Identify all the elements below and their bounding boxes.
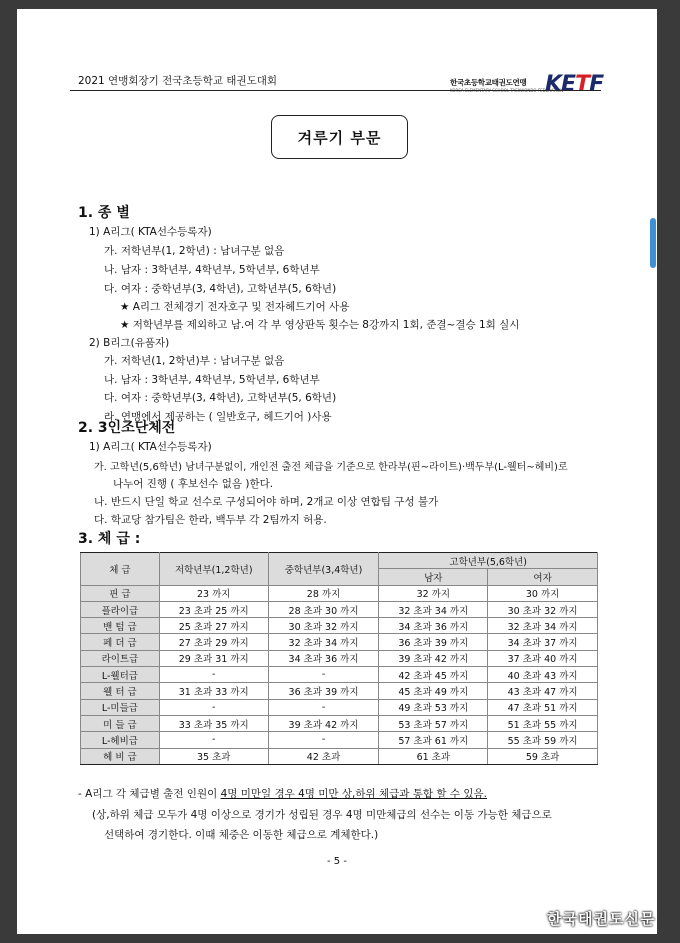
table-row — [81, 618, 598, 634]
table-cell: 51 초과 55 까지 — [488, 715, 598, 731]
table-cell: - — [159, 667, 268, 683]
header-low-grade: 저학년부(1,2학년) — [159, 553, 268, 586]
table-cell: 23 초과 25 까지 — [159, 601, 268, 617]
org-name: 한국초등학교태권도연맹 — [450, 78, 527, 87]
section-2-heading: 2. 3인조단체전 — [78, 420, 176, 436]
note-detail-2: 선택하여 경기한다. 이때 체중은 이동한 체급으로 계체한다.) — [104, 829, 379, 841]
table-cell: 플라이급 — [81, 601, 160, 617]
list-item: 다. 여자 : 중학년부(3, 4학년), 고학년부(5, 6학년) — [104, 392, 337, 404]
ketf-logo: KETF — [545, 72, 604, 97]
section-3-heading: 3. 체 급 : — [78, 531, 141, 547]
table-cell: 34 초과 36 까지 — [379, 618, 488, 634]
a-league-label: 1) A리그( KTA선수등록자) — [89, 226, 212, 238]
table-cell: 43 초과 47 까지 — [488, 683, 598, 699]
team-league-label: 1) A리그( KTA선수등록자) — [89, 441, 212, 453]
table-cell: 42 초과 — [268, 748, 379, 764]
list-item: 라. 연맹에서 제공하는 ( 일반호구, 헤드기어 )사용 — [104, 411, 332, 423]
table-cell: 32 까지 — [379, 585, 488, 601]
table-row — [81, 585, 598, 601]
header-male: 남자 — [379, 569, 488, 585]
table-cell: 37 초과 40 까지 — [488, 650, 598, 666]
table-cell: 30 초과 32 까지 — [268, 618, 379, 634]
table-cell: 47 초과 51 까지 — [488, 699, 598, 715]
table-cell: 28 초과 30 까지 — [268, 601, 379, 617]
table-cell: 39 초과 42 까지 — [379, 650, 488, 666]
table-cell: 49 초과 53 까지 — [379, 699, 488, 715]
org-name-english: KOREA ELEMENTARY SCHOOL TAEKWONDO FEDERATION — [450, 88, 564, 93]
table-cell: 라이트급 — [81, 650, 160, 666]
page-number: - 5 - — [327, 856, 347, 867]
table-row — [81, 667, 598, 683]
table-row — [81, 634, 598, 650]
table-cell: 23 까지 — [159, 585, 268, 601]
weight-class-table — [80, 552, 598, 765]
list-item: 가. 저학년(1, 2학년)부 : 남녀구분 없음 — [104, 355, 285, 367]
list-item: 나누어 진행 ( 후보선수 없음 )한다. — [113, 478, 274, 490]
section-1-heading: 1. 종 별 — [78, 205, 130, 221]
table-cell: 30 초과 32 까지 — [488, 601, 598, 617]
table-cell: 42 초과 45 까지 — [379, 667, 488, 683]
table-cell: 59 초과 — [488, 748, 598, 764]
table-row — [81, 699, 598, 715]
table-cell: 30 까지 — [488, 585, 598, 601]
table-cell: 27 초과 29 까지 — [159, 634, 268, 650]
table-cell: 57 초과 61 까지 — [379, 732, 488, 748]
list-item: 다. 여자 : 중학년부(3, 4학년), 고학년부(5, 6학년) — [104, 283, 337, 295]
star-note: ★ 저학년부를 제외하고 남.여 각 부 영상판독 횟수는 8강까지 1회, 준결~결승 1회 실시 — [120, 319, 520, 331]
watermark: 한국태권도신문 — [547, 910, 656, 928]
list-item: 가. 고학년(5,6학년) 남녀구분없이, 개인전 출전 체급을 기준으로 한라부(핀~라이트)·백두부(L-웰터~헤비)로 — [94, 462, 568, 473]
table-cell: 밴 텀 급 — [81, 618, 160, 634]
table-cell: 34 초과 36 까지 — [268, 650, 379, 666]
table-row — [81, 650, 598, 666]
table-cell: 55 초과 59 까지 — [488, 732, 598, 748]
table-row — [81, 683, 598, 699]
table-cell: 35 초과 — [159, 748, 268, 764]
table-cell: 웰 터 급 — [81, 683, 160, 699]
table-cell: - — [159, 699, 268, 715]
table-row — [81, 601, 598, 617]
table-cell: 32 초과 34 까지 — [488, 618, 598, 634]
table-cell: - — [268, 667, 379, 683]
table-cell: 헤 비 급 — [81, 748, 160, 764]
note-detail-1: (상,하위 체급 모두가 4명 이상으로 경기가 성립된 경우 4명 미만체급의 선수는 이동 가능한 체급으로 — [92, 809, 552, 821]
header-female: 여자 — [488, 569, 598, 585]
table-cell: 39 초과 42 까지 — [268, 715, 379, 731]
table-cell: 32 초과 34 까지 — [379, 601, 488, 617]
header-mid-grade: 중학년부(3,4학년) — [268, 553, 379, 586]
table-cell: L-헤비급 — [81, 732, 160, 748]
table-cell: 핀 급 — [81, 585, 160, 601]
table-cell: L-웰터급 — [81, 667, 160, 683]
table-cell: 40 초과 43 까지 — [488, 667, 598, 683]
list-item: 다. 학교당 참가팀은 한라, 백두부 각 2팀까지 허용. — [94, 514, 327, 526]
list-item: 나. 반드시 단일 학교 선수로 구성되어야 하며, 2개교 이상 연합팀 구성 불가 — [94, 496, 439, 508]
table-cell: 33 초과 35 까지 — [159, 715, 268, 731]
table-cell: L-미들급 — [81, 699, 160, 715]
table-cell: 28 까지 — [268, 585, 379, 601]
header-divider — [70, 90, 601, 91]
list-item: 나. 남자 : 3학년부, 4학년부, 5학년부, 6학년부 — [104, 264, 320, 276]
table-row — [81, 748, 598, 764]
page-title: 겨루기 부문 — [271, 115, 408, 159]
table-cell: 29 초과 31 까지 — [159, 650, 268, 666]
table-cell: 페 더 급 — [81, 634, 160, 650]
table-cell: 미 들 급 — [81, 715, 160, 731]
list-item: 가. 저학년부(1, 2학년) : 남녀구분 없음 — [104, 245, 285, 257]
table-cell: 36 초과 39 까지 — [268, 683, 379, 699]
table-cell: - — [268, 732, 379, 748]
star-note: ★ A리그 전체경기 전자호구 및 전자헤드기어 사용 — [120, 301, 350, 313]
scrollbar-thumb[interactable] — [650, 218, 656, 268]
table-cell: - — [159, 732, 268, 748]
table-cell: 31 초과 33 까지 — [159, 683, 268, 699]
table-cell: 53 초과 57 까지 — [379, 715, 488, 731]
table-cell: 34 초과 37 까지 — [488, 634, 598, 650]
table-cell: - — [268, 699, 379, 715]
table-cell: 36 초과 39 까지 — [379, 634, 488, 650]
note-merge: - A리그 각 체급별 출전 인원이 4명 미만일 경우 4명 미만 상,하위 체급과 통합 할 수 있음. — [78, 788, 487, 800]
event-title: 2021 연맹회장기 전국초등학교 태권도대회 — [78, 75, 278, 87]
table-cell: 61 초과 — [379, 748, 488, 764]
list-item: 나. 남자 : 3학년부, 4학년부, 5학년부, 6학년부 — [104, 374, 320, 386]
table-cell: 32 초과 34 까지 — [268, 634, 379, 650]
header-weight: 체 급 — [81, 553, 160, 586]
table-cell: 45 초과 49 까지 — [379, 683, 488, 699]
table-cell: 25 초과 27 까지 — [159, 618, 268, 634]
header-high-grade: 고학년부(5,6학년) — [379, 553, 598, 569]
table-row — [81, 732, 598, 748]
table-row — [81, 715, 598, 731]
b-league-label: 2) B리그(유품자) — [89, 337, 170, 349]
